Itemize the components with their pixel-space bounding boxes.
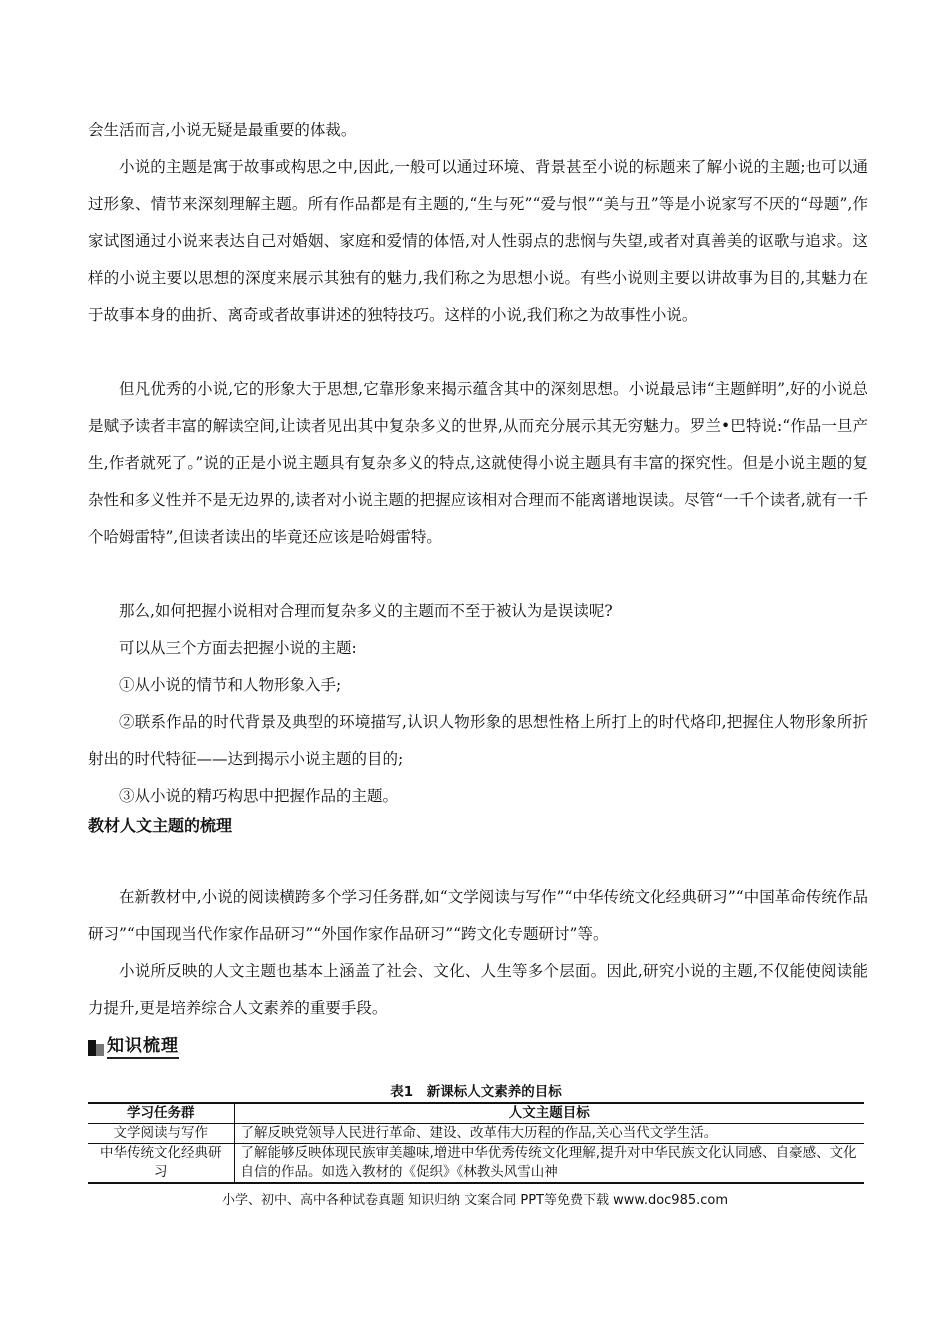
table-cell-group: 文学阅读与写作	[88, 1124, 234, 1144]
section-heading: 教材人文主题的梳理	[88, 816, 233, 835]
table-cell-group: 中华传统文化经典研习	[88, 1144, 234, 1184]
table-caption: 表1 新课标人文素养的目标	[390, 1084, 562, 1100]
list-item-background: ②联系作品的时代背景及典型的环境描写,认识人物形象的思想性格上所打上的时代烙印,把握住人物形象所折射出的时代特征——达到揭示小说主题的目的;	[88, 713, 868, 768]
list-item-structure: ③从小说的精巧构思中把握作品的主题。	[119, 787, 399, 805]
paragraph-intro-tail: 会生活而言,小说无疑是最重要的体裁。	[88, 121, 357, 139]
goals-table	[88, 1102, 864, 1184]
table-cell-goal: 了解能够反映体现民族审美趣味,增进中华优秀传统文化理解,提升对中华民族文化认同感、自豪感、文化自信的作品。如选入教材的《促织》《林教头风雪山神	[234, 1144, 864, 1184]
table-header-row	[88, 1103, 864, 1124]
section-label-text: 知识梳理	[107, 1035, 179, 1059]
table-header-goal: 人文主题目标	[234, 1103, 864, 1124]
list-item-plot: ①从小说的情节和人物形象入手;	[119, 676, 342, 694]
paragraph-three-aspects: 可以从三个方面去把握小说的主题:	[119, 639, 357, 657]
knowledge-section-label	[88, 1035, 179, 1059]
block-bullet-icon	[88, 1038, 104, 1056]
table-row	[88, 1144, 864, 1184]
table-header-group: 学习任务群	[88, 1103, 234, 1124]
paragraph-theme: 小说的主题是寓于故事或构思之中,因此,一般可以通过环境、背景甚至小说的标题来了解小说的主题;也可以通过形象、情节来深刻理解主题。所有作品都是有主题的,“生与死”“爱与恨”“美与丑”等是小说家写不厌的“母题”,作家试图通过小说来表达自己对婚姻、家庭和爱情的体悟,对人性弱点的悲悯与失望,或者对真善美的讴歌与追求。这样的小说主要以思想的深度来展示其独有的魅力,我们称之为思想小说。有些小说则主要以讲故事为目的,其魅力在于故事本身的曲折、离奇或者故事讲述的独特技巧。这样的小说,我们称之为故事性小说。	[88, 158, 868, 324]
table-row	[88, 1124, 864, 1144]
paragraph-new-textbook: 在新教材中,小说的阅读横跨多个学习任务群,如“文学阅读与写作”“中华传统文化经典研习”“中国革命传统作品研习”“中国现当代作家作品研习”“外国作家作品研习”“跨文化专题研讨”等。	[88, 888, 868, 943]
page-footer: 小学、初中、高中各种试卷真题 知识归纳 文案合同 PPT等免费下载 www.doc985.com	[221, 1193, 729, 1208]
paragraph-question: 那么,如何把握小说相对合理而复杂多义的主题而不至于被认为是误读呢?	[119, 602, 613, 620]
paragraph-excellent-novel: 但凡优秀的小说,它的形象大于思想,它靠形象来揭示蕴含其中的深刻思想。小说最忌讳“主题鲜明”,好的小说总是赋予读者丰富的解读空间,让读者见出其中复杂多义的世界,从而充分展示其无穷魅力。罗兰•巴特说:“作品一旦产生,作者就死了。”说的正是小说主题具有复杂多义的特点,这就使得小说主题具有丰富的探究性。但是小说主题的复杂性和多义性并不是无边界的,读者对小说主题的把握应该相对合理而不能离谱地误读。尽管“一千个读者,就有一千个哈姆雷特”,但读者读出的毕竟还应该是哈姆雷特。	[88, 380, 868, 546]
table-cell-goal: 了解反映党领导人民进行革命、建设、改革伟大历程的作品,关心当代文学生活。	[234, 1124, 864, 1144]
paragraph-humanistic-theme: 小说所反映的人文主题也基本上涵盖了社会、文化、人生等多个层面。因此,研究小说的主题,不仅能使阅读能力提升,更是培养综合人文素养的重要手段。	[88, 962, 868, 1017]
